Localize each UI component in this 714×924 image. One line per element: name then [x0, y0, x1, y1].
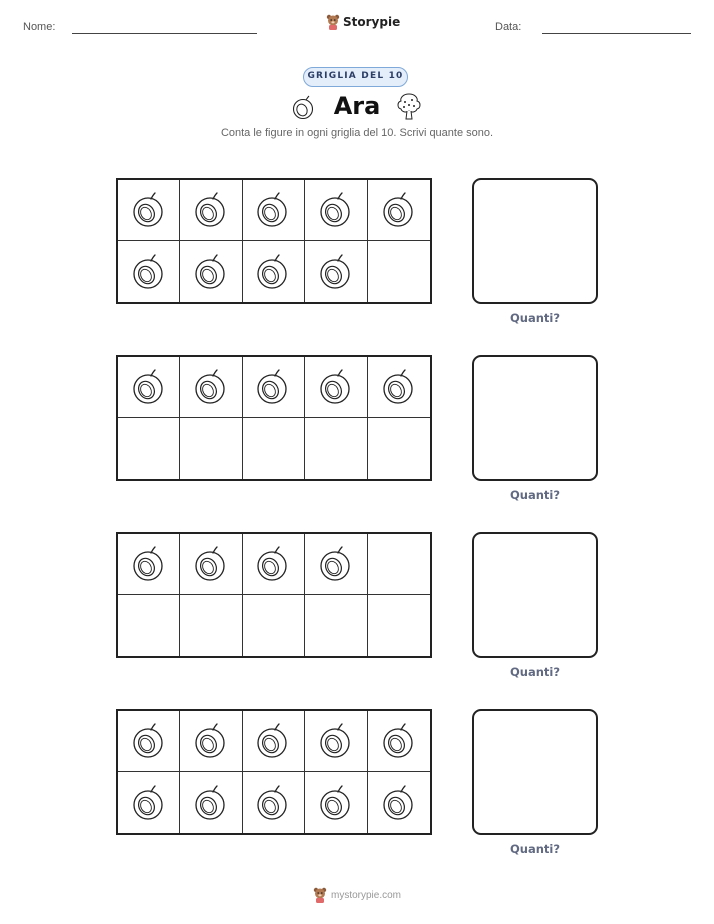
plum-icon — [291, 94, 317, 120]
frame-cell — [243, 595, 305, 656]
plum-icon — [317, 191, 355, 229]
plum-icon — [130, 545, 168, 583]
plum-icon — [380, 784, 418, 822]
frame-cell — [368, 534, 430, 595]
frame-cell — [368, 595, 430, 656]
frame-cell — [243, 180, 305, 241]
frame-cell — [118, 418, 180, 479]
plum-icon — [192, 368, 230, 406]
plum-icon — [254, 722, 292, 760]
plum-icon — [317, 784, 355, 822]
plum-icon — [380, 368, 418, 406]
plum-icon — [317, 722, 355, 760]
plum-icon — [317, 253, 355, 291]
frame-cell — [180, 418, 242, 479]
frame-cell — [118, 534, 180, 595]
frame-cell — [180, 772, 242, 833]
frame-cell — [243, 711, 305, 772]
brand-logo — [326, 14, 400, 30]
frame-cell — [243, 534, 305, 595]
frame-cell — [118, 595, 180, 656]
frame-cell — [305, 595, 367, 656]
frame-cell — [180, 180, 242, 241]
bear-mascot-icon — [326, 14, 340, 30]
date-line[interactable] — [542, 33, 691, 34]
plum-icon — [130, 368, 168, 406]
plum-icon — [192, 191, 230, 229]
answer-label-2: Quanti? — [509, 488, 561, 502]
plum-icon — [380, 191, 418, 229]
plum-icon — [254, 191, 292, 229]
ten-frame-2 — [116, 355, 432, 481]
plum-icon — [254, 545, 292, 583]
plum-icon — [192, 784, 230, 822]
frame-cell — [118, 772, 180, 833]
brand-name: Storypie — [343, 15, 401, 29]
frame-cell — [305, 711, 367, 772]
instructions: Conta le figure in ogni griglia del 10. Scrivi quante sono. — [220, 127, 494, 139]
frame-cell — [180, 534, 242, 595]
plum-icon — [254, 368, 292, 406]
frame-cell — [305, 772, 367, 833]
frame-cell — [305, 418, 367, 479]
plum-icon — [130, 253, 168, 291]
bear-mascot-icon — [313, 887, 327, 903]
answer-label-3: Quanti? — [509, 665, 561, 679]
answer-label-1: Quanti? — [509, 311, 561, 325]
frame-cell — [180, 711, 242, 772]
frame-cell — [243, 241, 305, 302]
plum-icon — [317, 368, 355, 406]
frame-cell — [118, 241, 180, 302]
frame-cell — [305, 357, 367, 418]
name-line[interactable] — [72, 33, 257, 34]
frame-cell — [243, 772, 305, 833]
frame-cell — [305, 180, 367, 241]
footer — [0, 887, 714, 903]
plum-icon — [192, 545, 230, 583]
frame-cell — [368, 772, 430, 833]
date-label: Data: — [495, 21, 522, 33]
frame-cell — [305, 241, 367, 302]
ten-frame-1 — [116, 178, 432, 304]
name-label: Nome: — [23, 21, 56, 33]
answer-box-1[interactable] — [472, 178, 598, 304]
tree-icon — [395, 91, 423, 121]
answer-box-2[interactable] — [472, 355, 598, 481]
worksheet-type-badge: GRIGLIA DEL 10 — [303, 67, 408, 87]
frame-cell — [118, 711, 180, 772]
answer-box-4[interactable] — [472, 709, 598, 835]
plum-icon — [130, 784, 168, 822]
frame-cell — [368, 357, 430, 418]
frame-cell — [180, 595, 242, 656]
plum-icon — [130, 722, 168, 760]
answer-box-3[interactable] — [472, 532, 598, 658]
frame-cell — [368, 180, 430, 241]
ten-frame-4 — [116, 709, 432, 835]
frame-cell — [368, 241, 430, 302]
frame-cell — [368, 711, 430, 772]
plum-icon — [254, 253, 292, 291]
footer-url[interactable]: mystorypie.com — [330, 889, 401, 901]
ten-frame-3 — [116, 532, 432, 658]
plum-icon — [192, 722, 230, 760]
plum-icon — [254, 784, 292, 822]
plum-icon — [192, 253, 230, 291]
frame-cell — [368, 418, 430, 479]
frame-cell — [305, 534, 367, 595]
frame-cell — [243, 357, 305, 418]
frame-cell — [180, 357, 242, 418]
worksheet-title: Ara — [333, 92, 381, 120]
frame-cell — [118, 180, 180, 241]
frame-cell — [118, 357, 180, 418]
plum-icon — [317, 545, 355, 583]
frame-cell — [180, 241, 242, 302]
plum-icon — [380, 722, 418, 760]
plum-icon — [130, 191, 168, 229]
frame-cell — [243, 418, 305, 479]
answer-label-4: Quanti? — [509, 842, 561, 856]
